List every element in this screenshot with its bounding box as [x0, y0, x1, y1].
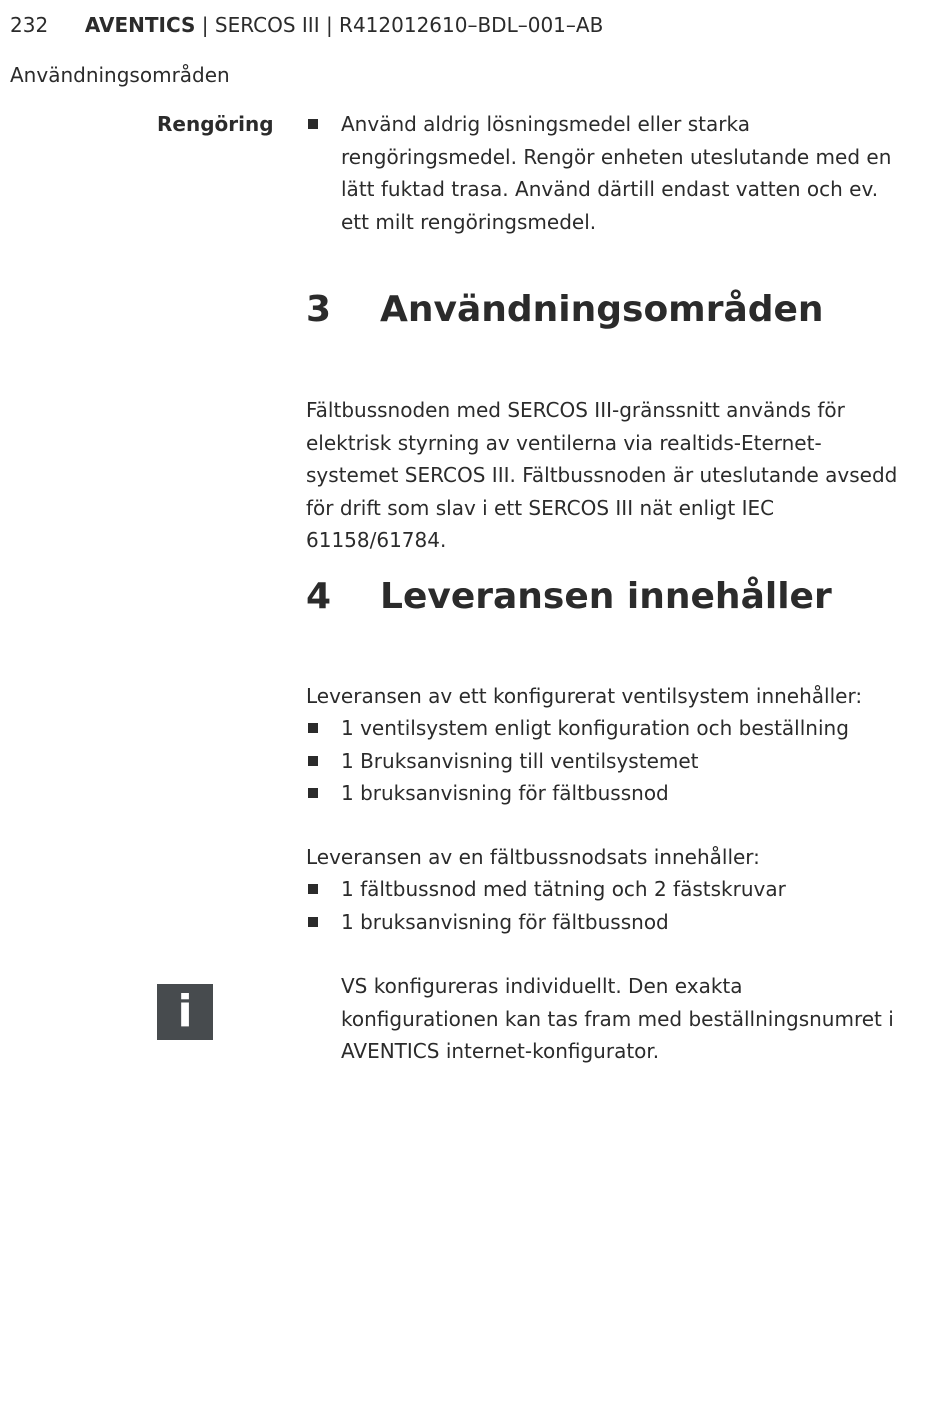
section-4-heading: [306, 575, 832, 619]
page-number: 232: [10, 13, 49, 37]
delivery-list-fieldbus-kit: [306, 873, 906, 938]
section-3-heading: [306, 288, 824, 332]
list-item: [306, 906, 906, 939]
list-item-text: 1 Bruksanvisning till ventilsystemet: [341, 748, 699, 773]
document-info: | SERCOS III | R412012610–BDL–001–AB: [195, 13, 604, 37]
bullet-square-icon: [308, 917, 318, 927]
brand-name: AVENTICS: [84, 13, 196, 37]
bullet-square-icon: [308, 884, 318, 894]
cleaning-list: [306, 108, 906, 238]
section-3-paragraph: Fältbussnoden med SERCOS III-gränssnitt används för elektrisk styrning av ventilerna via realtids-Eternet-systemet SERCOS III. Fältbussnoden är uteslutande avsedd för drift som slav i ett SERCOS III nät enligt IEC 61158/61784.: [306, 398, 898, 552]
section-title: Leveransen innehåller: [380, 576, 832, 617]
list-item-text: 1 bruksanvisning för fältbussnod: [341, 909, 669, 934]
bullet-square-icon: [308, 723, 318, 733]
bullet-square-icon: [308, 756, 318, 766]
bullet-square-icon: [308, 788, 318, 798]
section-number: 3: [306, 289, 332, 330]
running-section-title: Användningsområden: [10, 63, 230, 87]
list-item: [306, 745, 906, 778]
bullet-square-icon: [308, 119, 318, 129]
list-item: [306, 712, 906, 745]
page-header: [10, 12, 603, 38]
info-icon: i: [157, 984, 213, 1040]
list-item: [306, 777, 906, 810]
list-item: [306, 108, 906, 238]
cleaning-label: Rengöring: [157, 112, 274, 136]
section-number: 4: [306, 576, 332, 617]
list-item-text: 1 bruksanvisning för fältbussnod: [341, 781, 669, 805]
delivery-intro-valve-system: Leveransen av ett konfigurerat ventilsystem innehåller:: [306, 684, 863, 708]
info-note-text: VS konfigureras individuellt. Den exakta konfigurationen kan tas fram med beställningsnumret i AVENTICS internet-konfigurator.: [341, 974, 894, 1063]
delivery-intro-fieldbus-kit: Leveransen av en fältbussnodsats innehåller:: [306, 845, 760, 869]
list-item-text: 1 fältbussnod med tätning och 2 fästskruvar: [341, 877, 786, 901]
delivery-list-valve-system: [306, 712, 906, 810]
list-item-text: 1 ventilsystem enligt konfiguration och beställning: [341, 716, 849, 740]
section-title: Användningsområden: [380, 289, 824, 330]
list-item: [306, 873, 906, 906]
cleaning-text: Använd aldrig lösningsmedel eller starka rengöringsmedel. Rengör enheten uteslutande med en lätt fuktad trasa. Använd därtill endast vatten och ev. ett milt rengöringsmedel.: [341, 112, 892, 234]
